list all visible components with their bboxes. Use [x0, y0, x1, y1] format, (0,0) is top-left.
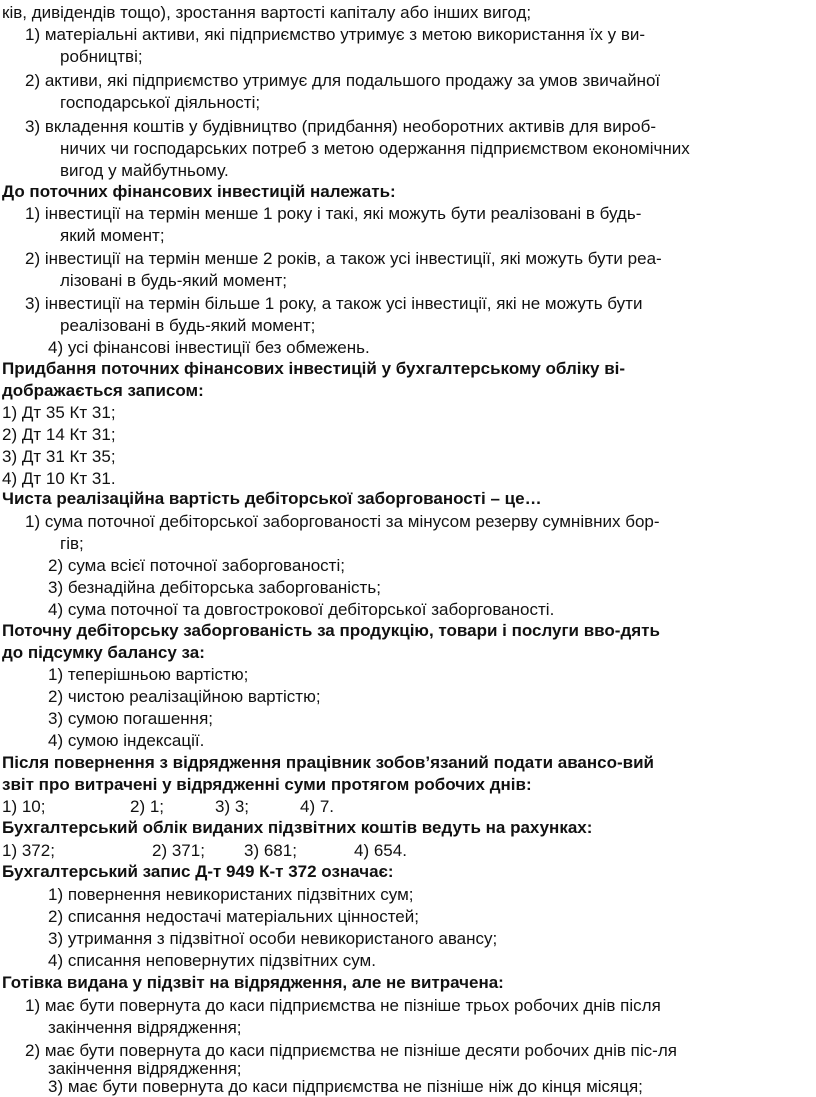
- answer-option: 2) чистою реалізаційною вартістю;: [48, 687, 321, 706]
- question-title-cont: до підсумку балансу за:: [2, 643, 205, 662]
- answer-option: 3) сумою погашення;: [48, 709, 214, 728]
- question-title: Поточну дебіторську заборгованість за продукцію, товари і послуги вво-дять: [2, 621, 660, 640]
- intro-option-3-cont2: вигод у майбутньому.: [60, 161, 229, 180]
- answer-option: 1) сума поточної дебіторської заборгованості за мінусом резерву сумнівних бор-: [25, 512, 660, 531]
- intro-line: ків, дивідендів тощо), зростання вартості капіталу або інших вигод;: [2, 3, 532, 22]
- question-title: Готівка видана у підзвіт на відрядження, але не витрачена:: [2, 973, 504, 992]
- answer-option: 3) утримання з підзвітної особи невикористаного авансу;: [48, 929, 498, 948]
- intro-option-3: 3) вкладення коштів у будівництво (придбання) необоротних активів для вироб-: [25, 117, 657, 136]
- answer-option-cont: реалізовані в будь-який момент;: [60, 316, 316, 335]
- answer-option: 1) має бути повернута до каси підприємства не пізніше трьох робочих днів після: [25, 996, 661, 1015]
- answer-option: 4) сумою індексації.: [48, 731, 205, 750]
- question-title: До поточних фінансових інвестицій належать:: [2, 182, 396, 201]
- answer-option: 4) сума поточної та довгострокової дебіторської заборгованості.: [48, 600, 555, 619]
- answer-option: 2) сума всієї поточної заборгованості;: [48, 556, 345, 575]
- answer-option: 1) повернення невикористаних підзвітних сум;: [48, 885, 414, 904]
- question-title: Чиста реалізаційна вартість дебіторської заборгованості – це…: [2, 489, 542, 508]
- answer-option: 3) 681;: [244, 841, 297, 860]
- answer-option-cont: який момент;: [60, 226, 165, 245]
- answer-option: 4) Дт 10 Кт 31.: [2, 469, 116, 488]
- intro-option-1: 1) матеріальні активи, які підприємство утримує з метою використання їх у ви-: [25, 25, 646, 44]
- answer-option: 2) 1;: [130, 797, 165, 816]
- answer-option: 3) безнадійна дебіторська заборгованість;: [48, 578, 381, 597]
- question-title: Після повернення з відрядження працівник зобов’язаний подати авансо-вий: [2, 753, 655, 772]
- answer-option: 3) має бути повернута до каси підприємства не пізніше ніж до кінця місяця;: [48, 1077, 643, 1096]
- answer-row: [2, 840, 812, 861]
- answer-option: 4) 7.: [300, 797, 335, 816]
- answer-option: 1) 372;: [2, 841, 55, 860]
- question-title-cont: звіт про витрачені у відрядженні суми протягом робочих днів:: [2, 775, 532, 794]
- answer-option: 1) теперішньою вартістю;: [48, 665, 249, 684]
- answer-option-cont: лізовані в будь-який момент;: [60, 271, 287, 290]
- question-title: Придбання поточних фінансових інвестицій у бухгалтерському обліку ві-: [2, 359, 626, 378]
- answer-option: 2) списання недостачі матеріальних цінностей;: [48, 907, 419, 926]
- answer-option: 3) інвестиції на термін більше 1 року, а також усі інвестиції, які не можуть бути: [25, 294, 643, 313]
- intro-option-1-cont: робництві;: [60, 47, 143, 66]
- answer-option: 3) Дт 31 Кт 35;: [2, 447, 116, 466]
- question-title-cont: дображається записом:: [2, 381, 204, 400]
- answer-option: 3) 3;: [215, 797, 250, 816]
- answer-option: 1) Дт 35 Кт 31;: [2, 403, 116, 422]
- answer-option: 4) усі фінансові інвестиції без обмежень.: [48, 338, 370, 357]
- answer-option: 4) списання неповернутих підзвітних сум.: [48, 951, 376, 970]
- answer-option: 1) інвестиції на термін менше 1 року і такі, які можуть бути реалізовані в будь-: [25, 204, 642, 223]
- answer-option-cont: закінчення відрядження;: [48, 1018, 242, 1037]
- answer-option: 2) має бути повернута до каси підприємства не пізніше десяти робочих днів піс-ля: [25, 1041, 677, 1060]
- answer-option-cont: закінчення відрядження;: [48, 1059, 242, 1078]
- question-title: Бухгалтерський запис Д-т 949 К-т 372 означає:: [2, 862, 394, 881]
- answer-option: 2) інвестиції на термін менше 2 років, а також усі інвестиції, які можуть бути реа-: [25, 249, 662, 268]
- intro-option-2-cont: господарської діяльності;: [60, 93, 261, 112]
- intro-option-2: 2) активи, які підприємство утримує для подальшого продажу за умов звичайної: [25, 71, 661, 90]
- answer-option: 4) 654.: [354, 841, 407, 860]
- answer-option: 1) 10;: [2, 797, 46, 816]
- question-title: Бухгалтерський облік виданих підзвітних коштів ведуть на рахунках:: [2, 818, 593, 837]
- intro-option-3-cont: ничих чи господарських потреб з метою одержання підприємством економічних: [60, 139, 690, 158]
- answer-option-cont: гів;: [60, 534, 84, 553]
- answer-option: 2) 371;: [152, 841, 205, 860]
- answer-option: 2) Дт 14 Кт 31;: [2, 425, 116, 444]
- answer-row: [2, 796, 812, 817]
